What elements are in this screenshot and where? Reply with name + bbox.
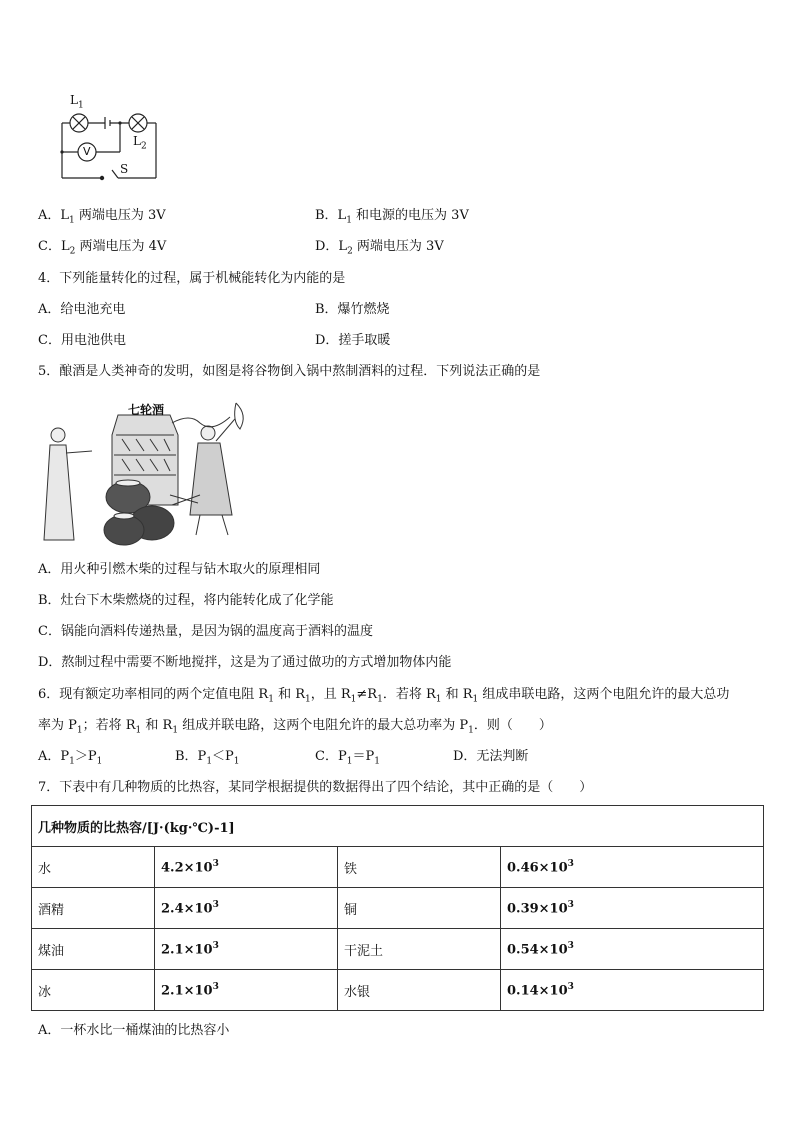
value-cell: $0.54\times 10^3$ (501, 929, 764, 970)
material-cell: 水银 (338, 970, 501, 1011)
material-cell: 酒精 (32, 888, 155, 929)
table-row (32, 929, 764, 970)
q3-option-c: C．$L_2$ 两端电压为 4V (38, 239, 167, 257)
material-cell: 水 (32, 847, 155, 888)
q5-option-b: B．灶台下木柴燃烧的过程，将内能转化成了化学能 (38, 593, 334, 608)
q6-option-d: D．无法判断 (453, 749, 529, 764)
l1-label: $L_1$ (70, 93, 84, 111)
material-cell: 煤油 (32, 929, 155, 970)
q7-stem: 7．下表中有几种物质的比热容，某同学根据提供的数据得出了四个结论，其中正确的是（ ） (38, 780, 593, 795)
circuit-diagram (50, 90, 170, 185)
l2-label: $L_2$ (133, 134, 147, 152)
table-caption: 几种物质的比热容/[J·(kg·℃)-1] (32, 806, 764, 847)
q4-option-a: A．给电池充电 (38, 302, 126, 317)
brewing-illustration (40, 395, 255, 550)
q3-option-a: A．$L_1$ 两端电压为 3V (38, 208, 166, 226)
q5-option-c: C．锅能向酒料传递热量，是因为锅的温度高于酒料的温度 (38, 624, 373, 639)
table-row (32, 847, 764, 888)
value-cell: $2.1\times 10^3$ (155, 929, 338, 970)
q6-stem-line1: 6．现有额定功率相同的两个定值电阻 $R_1$ 和 $R_1$，且 $R_1\ne R_1$．若将 $R_1$ 和 $R_1$ 组成串联电路，这两个电阻允许的最大总功 (38, 687, 730, 705)
q5-stem: 5．酿酒是人类神奇的发明，如图是将谷物倒入锅中熬制酒料的过程．下列说法正确的是 (38, 364, 541, 379)
q6-stem-line2: 率为 $P_1$；若将 $R_1$ 和 $R_1$ 组成并联电路，这两个电阻允许的最大总功率为 $P_1$．则（ ） (38, 718, 552, 736)
value-cell: $0.14\times 10^3$ (501, 970, 764, 1011)
q6-option-a: A．$P_1>P_1$ (38, 749, 103, 767)
s-label: S (120, 162, 129, 176)
circuit-svg (50, 90, 170, 185)
q5-option-a: A．用火种引燃木柴的过程与钻木取火的原理相同 (38, 562, 321, 577)
q5-option-d: D．熬制过程中需要不断地搅拌，这是为了通过做功的方式增加物体内能 (38, 655, 452, 670)
table-row (32, 970, 764, 1011)
q4-option-c: C．用电池供电 (38, 333, 126, 348)
q3-option-b: B．$L_1$ 和电源的电压为 3V (315, 208, 469, 226)
value-cell: $2.4\times 10^3$ (155, 888, 338, 929)
q4-stem: 4．下列能量转化的过程，属于机械能转化为内能的是 (38, 271, 346, 286)
value-cell: $0.46\times 10^3$ (501, 847, 764, 888)
q6-option-c: C．$P_1=P_1$ (315, 749, 380, 767)
material-cell: 铁 (338, 847, 501, 888)
table-caption-row (32, 806, 764, 847)
table-row (32, 888, 764, 929)
q3-option-d: D．$L_2$ 两端电压为 3V (315, 239, 444, 257)
specific-heat-table (31, 805, 764, 1011)
still-sign-text: 七轮酒 (128, 403, 165, 417)
q4-option-b: B．爆竹燃烧 (315, 302, 390, 317)
value-cell: $2.1\times 10^3$ (155, 970, 338, 1011)
q6-option-b: B．$P_1<P_1$ (175, 749, 240, 767)
brewing-svg (40, 395, 255, 550)
value-cell: $0.39\times 10^3$ (501, 888, 764, 929)
material-cell: 干泥土 (338, 929, 501, 970)
v-label: V (83, 145, 91, 158)
q4-option-d: D．搓手取暖 (315, 333, 391, 348)
q7-option-a: A．一杯水比一桶煤油的比热容小 (38, 1023, 230, 1038)
material-cell: 铜 (338, 888, 501, 929)
value-cell: $4.2\times 10^3$ (155, 847, 338, 888)
material-cell: 冰 (32, 970, 155, 1011)
